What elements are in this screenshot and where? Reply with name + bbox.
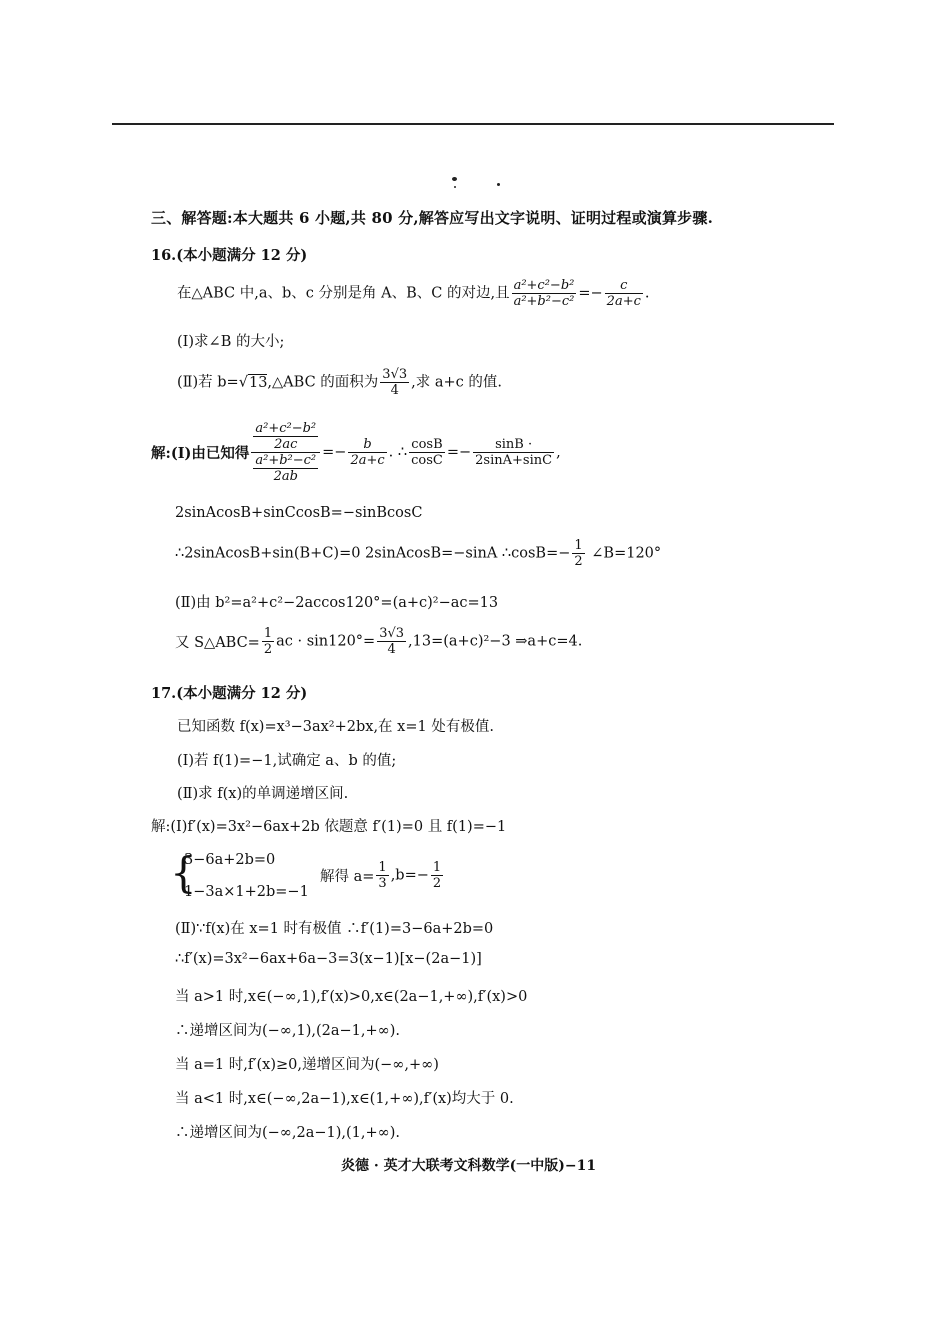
q17-solution-line6: 当 a=1 时,f′(x)≥0,递增区间为(−∞,+∞) [175,1057,439,1073]
fraction-half [262,626,274,657]
period: . [644,285,650,302]
top-rule [112,123,834,125]
fraction-numerator: a²+c²−b² [255,421,317,436]
fraction-numerator: b [348,437,386,453]
fraction-numerator: 1 [263,626,273,641]
fraction-denominator: 4 [387,642,396,657]
system-result [320,860,445,891]
q16-solution-line4: (Ⅱ)由 b²=a²+c²−2accos120°=(a+c)²−ac=13 [175,595,499,611]
fraction-numerator: 1 [378,860,387,875]
sqrt-radicand: 13 [248,374,268,391]
fraction-denominator: 2ac [274,437,298,452]
fraction-denominator: 2a+c [606,294,641,309]
fraction-denominator: 2 [432,876,442,891]
q16-part2-end: ,求 a+c 的值. [411,374,502,391]
fraction-denominator: 2sinA+sinC [475,453,553,468]
fraction-numerator: 3√3 [382,367,408,382]
q16-title: 16.(本小题满分 12 分) [151,247,308,264]
q16-solution-line3 [175,538,661,569]
fraction-denominator: 2 [263,642,273,657]
q17-solution-line8: ∴递增区间为(−∞,2a−1),(1,+∞). [175,1125,400,1141]
fraction-denominator: 2a+c [350,453,385,468]
system-brace: { [170,848,197,897]
line5-mid: ac · sin120°= [276,633,376,650]
q16-stem-fraction-2 [605,278,643,309]
fraction-b [431,860,443,891]
line5-text: 又 S△ABC= [175,635,260,651]
q16-stem [177,278,649,309]
compound-fraction [251,421,320,484]
fraction-numerator: 1 [574,538,583,553]
scan-speck [454,186,456,188]
fraction-a [376,860,388,891]
fraction-denominator: 2ab [273,469,298,484]
line3-end: ∠B=120° [586,545,662,562]
equals-sign: =− [446,444,472,461]
fraction-denominator: 3 [378,876,387,891]
q17-part2: (Ⅱ)求 f(x)的单调递增区间. [177,786,349,802]
q16-stem-text: 在△ABC 中,a、b、c 分别是角 A、B、C 的对边,且 [177,285,510,302]
fraction-half [572,538,584,569]
line5-end: ,13=(a+c)²−3 ⇒a+c=4. [408,633,583,650]
equals-sign: =− [578,285,603,302]
fraction-b [348,437,386,468]
scan-speck [497,183,500,186]
line3-text: ∴2sinAcosB+sin(B+C)=0 2sinAcosB=−sinA ∴cosB=− [175,545,571,562]
q16-part1: (Ⅰ)求∠B 的大小; [177,334,285,350]
q16-part2-text: (Ⅱ)若 b= [177,374,239,391]
result-mid: ,b=− [390,867,429,884]
fraction-denominator: cosC [411,453,443,468]
fraction-area [377,626,406,657]
fraction-numerator: cosB [409,437,445,453]
fraction-numerator: a²+b²−c² [255,453,317,468]
q16-part2-fraction [380,367,409,398]
fraction-sin [473,437,554,468]
fraction-numerator: 1 [432,860,442,875]
page-footer: 炎德 · 英才大联考文科数学(一中版)−11 [341,1158,597,1174]
system-equation-2: 1−3a×1+2b=−1 [184,884,309,900]
equals-sign: =− [322,444,347,461]
q17-title: 17.(本小题满分 12 分) [151,685,308,702]
q16-solution-line5 [175,626,582,657]
fraction-numerator: a²+c²−b² [513,278,575,293]
q17-solution-line7: 当 a<1 时,x∈(−∞,2a−1),x∈(1,+∞),f′(x)均大于 0. [175,1091,514,1107]
solution-label: 解:(Ⅰ)由已知得 [151,445,250,462]
q17-solution-line3: ∴f′(x)=3x²−6ax+6a−3=3(x−1)[x−(2a−1)] [175,951,482,967]
fraction-denominator: a²+b²−c² [513,294,575,309]
system-equation-1: 3−6a+2b=0 [184,852,276,868]
q16-solution-part1 [151,421,561,484]
fraction-cos [409,437,445,468]
q16-part2-mid: ,△ABC 的面积为 [267,374,379,391]
fraction-numerator: 3√3 [379,626,405,641]
q16-solution-line2: 2sinAcosB+sinCcosB=−sinBcosC [175,505,423,521]
q17-stem: 已知函数 f(x)=x³−3ax²+2bx,在 x=1 处有极值. [177,719,494,735]
q17-solution-line4: 当 a>1 时,x∈(−∞,1),f′(x)>0,x∈(2a−1,+∞),f′(x)>0 [175,989,528,1005]
compound-numerator [251,421,320,453]
fraction-numerator: sinB · [473,437,554,453]
result-text: 解得 a= [320,869,375,885]
fraction-denominator: 2 [574,554,583,569]
q17-solution-line2: (Ⅱ)∵f(x)在 x=1 时有极值 ∴f′(1)=3−6a+2b=0 [175,921,494,937]
comma: , [556,444,561,461]
q17-solution-line5: ∴递增区间为(−∞,1),(2a−1,+∞). [175,1023,400,1039]
scan-speck [452,177,457,181]
fraction-numerator: c [605,278,643,294]
q16-part2: (Ⅱ)若 b=√13,△ABC 的面积为 $\frac{3√3}{4}$ ,求 a+c 的值. [177,367,502,398]
q17-part1: (Ⅰ)若 f(1)=−1,试确定 a、b 的值; [177,753,397,769]
q16-stem-fraction-1 [512,278,577,309]
section-title: 三、解答题:本大题共 6 小题,共 80 分,解答应写出文字说明、证明过程或演算步骤. [151,209,714,227]
fraction-denominator: 4 [390,383,399,398]
q17-solution-line1: 解:(Ⅰ)f′(x)=3x²−6ax+2b 依题意 f′(1)=0 且 f(1)=−1 [151,819,507,835]
compound-denominator [251,453,320,484]
therefore-sign: . ∴ [388,444,408,461]
